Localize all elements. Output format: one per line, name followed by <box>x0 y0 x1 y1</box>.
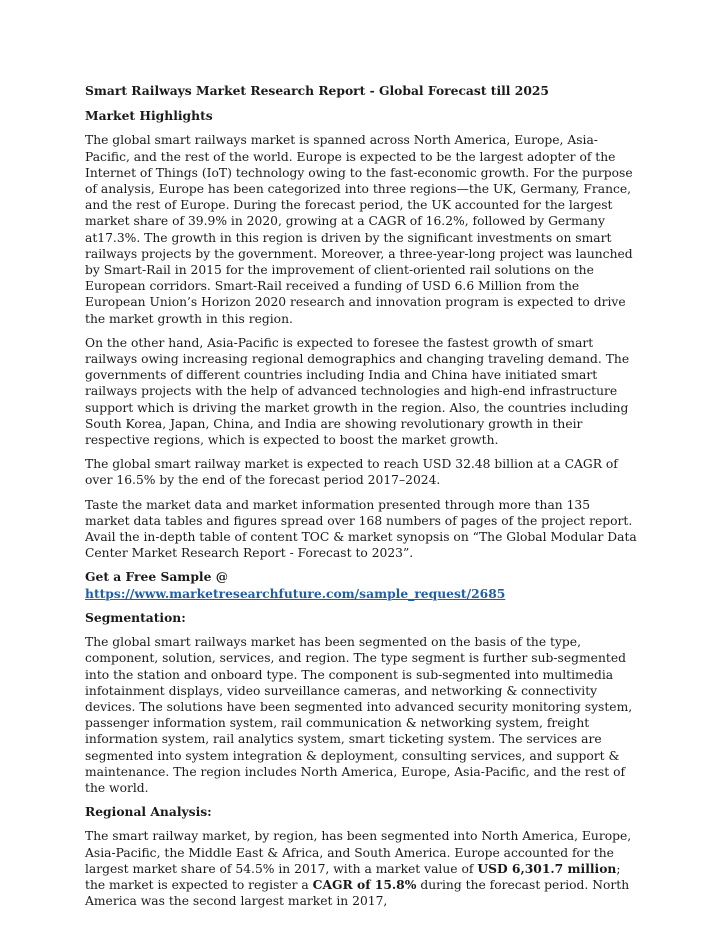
document-title: Smart Railways Market Research Report - Global Forecast till 2025 <box>85 83 549 98</box>
regional-text-1: The smart railway market, by region, has been segmented into North America, Europe, Asia-Pacific, the Middle East & Africa, and South America. Europe accounted for the largest market share of 54.5% in 2017, with a market value of <box>85 829 632 876</box>
segmentation-heading: Segmentation: <box>85 609 186 625</box>
paragraph-asia-pacific: On the other hand, Asia-Pacific is expected to foresee the fastest growth of smart railways owing increasing regional demographics and changing traveling demand. The governments of different countries including India and China have initiated smart railways projects with the help of advanced technologies and high-end infrastructure support which is driving the market growth in the region. Also, the countries including South Korea, Japan, China, and India are showing revolutionary growth in their respective regions, which is expected to boost the market growth. <box>85 335 630 448</box>
paragraph-report-info: Taste the market data and market information presented through more than 135 market data tables and figures spread over 168 numbers of pages of the project report. Avail the in-depth table of content TOC & market synopsis on “The Global Modular Data Center Market Research Report - Forecast to 2023”. <box>85 497 637 561</box>
paragraph-europe: The global smart railways market is spanned across North America, Europe, Asia-Pacific, and the rest of the world. Europe is expected to be the largest adopter of the Internet of Things (IoT) technology owing to the fast-economic growth. For the purpose of analysis, Europe has been categorized into three regions—the UK, Germany, France, and the rest of Europe. During the forecast period, the UK accounted for the largest market share of 39.9% in 2020, growing at a CAGR of 16.2%, followed by Germany at17.3%. The growth in this region is driven by the significant investments on smart railways projects by the government. Moreover, a three-year-long project was launched by Smart-Rail in 2015 for the improvement of client-oriented rail solutions on the European corridors. Smart-Rail received a funding of USD 6.6 Million from the European Union’s Horizon 2020 research and innovation program is expected to drive the market growth in this region. <box>85 133 633 326</box>
paragraph-segmentation: The global smart railways market has been segmented on the basis of the type, component, solution, services, and region. The type segment is further sub-segmented into the station and onboard type. The component is sub-segmented into multimedia infotainment displays, video surveillance cameras, and networking & connectivity devices. The solutions have been segmented into advanced security monitoring system, passenger information system, rail communication & networking system, freight information system, rail analytics system, smart ticketing system. The services are segmented into system integration & deployment, consulting services, and support & maintenance. The region includes North America, Europe, Asia-Pacific, and the rest of the world. <box>85 635 633 795</box>
sample-request-link[interactable]: https://www.marketresearchfuture.com/sample_request/2685 <box>85 585 506 601</box>
regional-text-3: during the forecast period. North America was the second largest market in 2017, <box>85 877 630 909</box>
regional-text-2: ; the market is expected to register a <box>85 861 621 892</box>
regional-analysis-heading: Regional Analysis: <box>85 804 212 820</box>
cagr-highlight: CAGR of 15.8% <box>312 876 417 892</box>
paragraph-regional-analysis <box>85 828 637 909</box>
market-value-highlight: USD 6,301.7 million <box>477 860 617 876</box>
free-sample-prefix: Get a Free Sample @ <box>85 569 228 585</box>
document-page <box>85 83 637 917</box>
paragraph-market-forecast: The global smart railway market is expected to reach USD 32.48 billion at a CAGR of over 16.5% by the end of the forecast period 2017–2024. <box>85 457 618 488</box>
market-highlights-heading: Market Highlights <box>85 108 213 124</box>
free-sample-line <box>85 569 637 601</box>
